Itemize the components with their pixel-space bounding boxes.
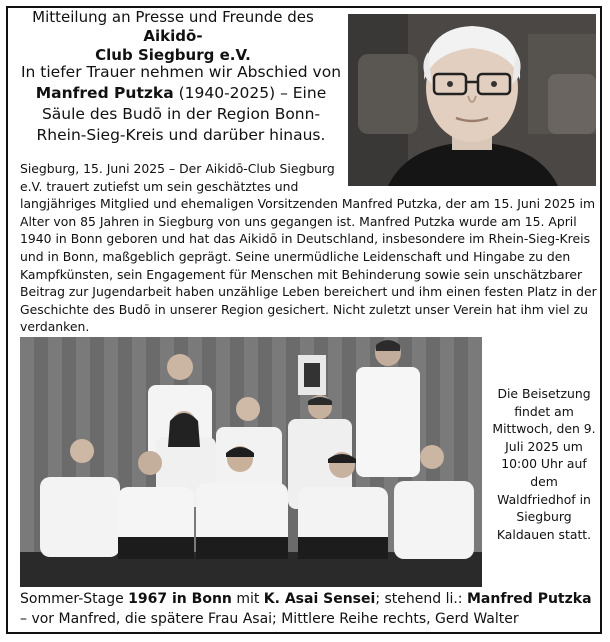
caption-part2: mit [231, 591, 264, 607]
caption-part1: Sommer-Stage [20, 591, 129, 607]
photo-caption [20, 589, 598, 629]
header-club-part1: Aikidō- [143, 27, 203, 45]
article-rest: langjähriges Mitglied und ehemaligen Vorsitzenden Manfred Putzka, der am 15. Juni 2025 im Alter von 85 Jahren in Siegburg von uns gegangen ist. Manfred Putzka wurde am 15. April 1940 in Bonn geboren und hat das Aikidō in Deutschland, insbesondere im Rhein-Sieg-Kreis und in Bonn, maßgeblich geprägt. Seine unermüdliche Leidenschaft und Hingabe zu den Kampfkünsten, sein Engagement für Menschen mit Behinderung sowie sein unschätzbarer Beitrag zur Jugendarbeit haben unzählige Leben bereichert und ihm einen festen Platz in der Geschichte des Budō in unserer Region gesichert. Nicht zuletzt unser Verein hat ihm viel zu verdanken. [20, 196, 597, 335]
caption-bold-year: 1967 in Bonn [128, 591, 232, 607]
intro-statement [20, 62, 342, 146]
funeral-notice: Die Beisetzung findet am Mittwoch, den 9. Juli 2025 um 10:00 Uhr auf dem Waldfriedhof in Siegburg Kaldauen statt. [492, 386, 596, 542]
group-photo [20, 337, 482, 587]
intro-part1: In tiefer Trauer nehmen wir Abschied von [20, 63, 342, 81]
article-body [20, 160, 598, 336]
caption-part4: – vor Manfred, die spätere Frau Asai; Mittlere Reihe rechts, Gerd Walter [20, 611, 519, 627]
header-prefix: Mitteilung an Presse und Freunde des [32, 8, 314, 26]
caption-bold-sensei: K. Asai Sensei [263, 591, 376, 607]
intro-name: Manfred Putzka [35, 84, 174, 102]
caption-bold-name: Manfred Putzka [466, 591, 592, 607]
caption-part3: ; stehend li.: [375, 591, 467, 607]
intro-part2: (1940-2025) – Eine Säule des Budō in der Region Bonn-Rhein-Sieg-Kreis und darüber hinaus. [36, 84, 327, 144]
header-club-part2: Club Siegburg e.V. [95, 46, 251, 64]
article-first-lines: Siegburg, 15. Juni 2025 – Der Aikidō-Club Siegburg e.V. trauert zutiefst um sein geschätztes und [20, 161, 335, 194]
press-header [8, 8, 338, 65]
